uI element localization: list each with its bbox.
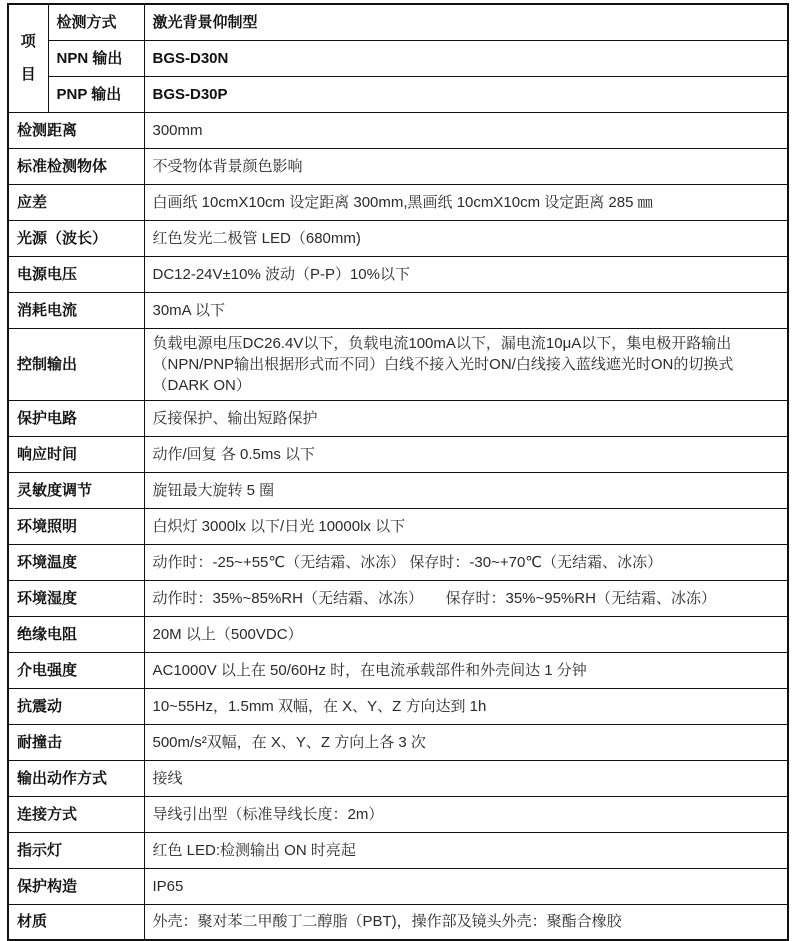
spec-value-output-action: 接线 xyxy=(144,760,788,796)
spec-label-sensing-distance: 检测距离 xyxy=(8,112,144,148)
table-row xyxy=(8,724,788,760)
table-row xyxy=(8,796,788,832)
table-row xyxy=(8,112,788,148)
project-header-cell xyxy=(8,4,48,112)
spec-label-control-output: 控制输出 xyxy=(8,328,144,400)
spec-value-indicator-lamp: 红色 LED:检测输出 ON 时亮起 xyxy=(144,832,788,868)
table-row xyxy=(8,220,788,256)
spec-label-hysteresis: 应差 xyxy=(8,184,144,220)
spec-label-ambient-temperature: 环境温度 xyxy=(8,544,144,580)
spec-value-insulation-resistance: 20M 以上（500VDC） xyxy=(144,616,788,652)
spec-value-npn-model: BGS-D30N xyxy=(144,40,788,76)
spec-value-vibration-resistance: 10~55Hz，1.5mm 双幅，在 X、Y、Z 方向达到 1h xyxy=(144,688,788,724)
spec-label-dielectric-strength: 介电强度 xyxy=(8,652,144,688)
spec-label-ambient-humidity: 环境湿度 xyxy=(8,580,144,616)
spec-label-shock-resistance: 耐撞击 xyxy=(8,724,144,760)
spec-label-standard-object: 标准检测物体 xyxy=(8,148,144,184)
table-row xyxy=(8,328,788,400)
spec-value-sensing-distance: 300mm xyxy=(144,112,788,148)
table-row xyxy=(8,256,788,292)
spec-label-pnp-output: PNP 输出 xyxy=(48,76,144,112)
spec-value-light-source: 红色发光二极管 LED（680mm) xyxy=(144,220,788,256)
spec-label-connection-method: 连接方式 xyxy=(8,796,144,832)
table-row xyxy=(8,544,788,580)
table-row-header-1 xyxy=(8,4,788,40)
spec-label-detect-method: 检测方式 xyxy=(48,4,144,40)
spec-value-response-time: 动作/回复 各 0.5ms 以下 xyxy=(144,436,788,472)
spec-value-protection-structure: IP65 xyxy=(144,868,788,904)
spec-value-sensitivity-adjust: 旋钮最大旋转 5 圈 xyxy=(144,472,788,508)
spec-value-detect-method: 激光背景仰制型 xyxy=(144,4,788,40)
table-row xyxy=(8,904,788,940)
table-row-header-3 xyxy=(8,76,788,112)
spec-label-vibration-resistance: 抗震动 xyxy=(8,688,144,724)
spec-value-hysteresis: 白画纸 10cmX10cm 设定距离 300mm,黑画纸 10cmX10cm 设定距离 285 ㎜ xyxy=(144,184,788,220)
spec-label-response-time: 响应时间 xyxy=(8,436,144,472)
spec-label-material: 材质 xyxy=(8,904,144,940)
spec-value-control-output: 负载电源电压DC26.4V以下，负载电流100mA以下，漏电流10μA以下，集电极开路输出（NPN/PNP输出根据形式而不同）白线不接入光时ON/白线接入蓝线遮光时ON的切换式（DARK ON） xyxy=(144,328,788,400)
spec-value-dielectric-strength: AC1000V 以上在 50/60Hz 时，在电流承载部件和外壳间达 1 分钟 xyxy=(144,652,788,688)
spec-value-material: 外壳：聚对苯二甲酸丁二醇脂（PBT)，操作部及镜头外壳：聚酯合橡胶 xyxy=(144,904,788,940)
spec-label-protection-structure: 保护构造 xyxy=(8,868,144,904)
table-row xyxy=(8,148,788,184)
table-row xyxy=(8,832,788,868)
spec-label-insulation-resistance: 绝缘电阻 xyxy=(8,616,144,652)
table-row xyxy=(8,508,788,544)
table-row xyxy=(8,760,788,796)
spec-label-ambient-light: 环境照明 xyxy=(8,508,144,544)
spec-label-indicator-lamp: 指示灯 xyxy=(8,832,144,868)
spec-label-current-consumption: 消耗电流 xyxy=(8,292,144,328)
spec-value-supply-voltage: DC12-24V±10% 波动（P-P）10%以下 xyxy=(144,256,788,292)
table-row xyxy=(8,868,788,904)
spec-value-pnp-model: BGS-D30P xyxy=(144,76,788,112)
table-row-header-2 xyxy=(8,40,788,76)
spec-value-shock-resistance: 500m/s²双幅，在 X、Y、Z 方向上各 3 次 xyxy=(144,724,788,760)
spec-label-sensitivity-adjust: 灵敏度调节 xyxy=(8,472,144,508)
spec-value-ambient-humidity: 动作时：35%~85%RH（无结霜、冰冻） 保存时：35%~95%RH（无结霜、冰冻） xyxy=(144,580,788,616)
spec-label-npn-output: NPN 输出 xyxy=(48,40,144,76)
project-label: 项目 xyxy=(20,33,36,84)
spec-label-output-action: 输出动作方式 xyxy=(8,760,144,796)
spec-label-protection-circuit: 保护电路 xyxy=(8,400,144,436)
table-row xyxy=(8,292,788,328)
table-row xyxy=(8,652,788,688)
spec-label-light-source: 光源（波长） xyxy=(8,220,144,256)
spec-value-standard-object: 不受物体背景颜色影响 xyxy=(144,148,788,184)
table-row xyxy=(8,580,788,616)
specification-table xyxy=(7,3,789,941)
spec-value-ambient-light: 白炽灯 3000lx 以下/日光 10000lx 以下 xyxy=(144,508,788,544)
spec-label-supply-voltage: 电源电压 xyxy=(8,256,144,292)
spec-value-protection-circuit: 反接保护、输出短路保护 xyxy=(144,400,788,436)
table-row xyxy=(8,472,788,508)
table-row xyxy=(8,688,788,724)
table-row xyxy=(8,436,788,472)
spec-value-connection-method: 导线引出型（标准导线长度：2m） xyxy=(144,796,788,832)
spec-value-current-consumption: 30mA 以下 xyxy=(144,292,788,328)
table-row xyxy=(8,184,788,220)
table-row xyxy=(8,400,788,436)
spec-value-ambient-temperature: 动作时：-25~+55℃（无结霜、冰冻） 保存时：-30~+70℃（无结霜、冰冻） xyxy=(144,544,788,580)
table-row xyxy=(8,616,788,652)
